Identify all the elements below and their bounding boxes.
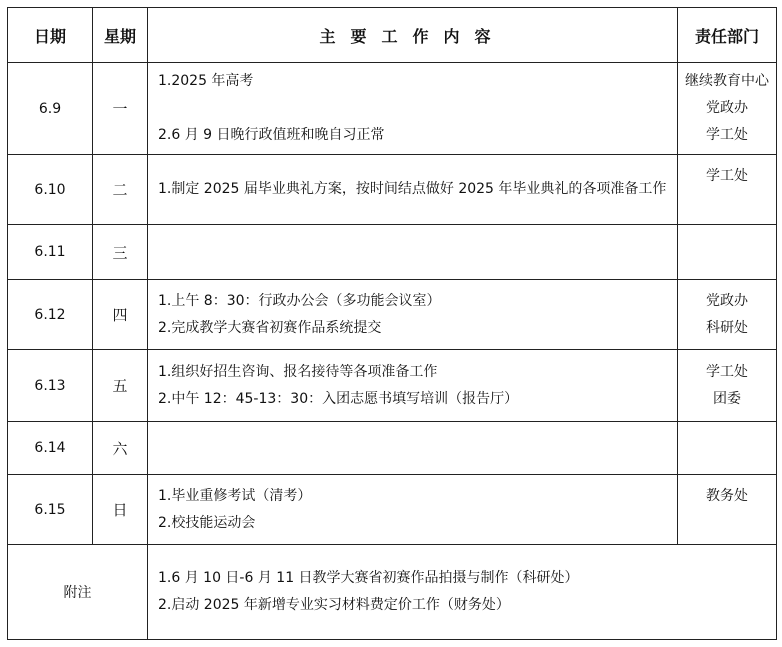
row-weekday: 日	[93, 475, 148, 545]
row-content	[148, 225, 678, 280]
row-weekday: 五	[93, 350, 148, 422]
row-weekday: 四	[93, 280, 148, 350]
notes-content	[148, 545, 777, 640]
content-item: 1.上午 8：30：行政办公会（多功能会议室）	[158, 292, 441, 309]
content-item: 2.完成教学大赛省初赛作品系统提交	[158, 319, 382, 336]
row-dept	[678, 225, 777, 280]
dept-item: 科研处	[706, 319, 748, 336]
dept-item: 党政办	[706, 292, 748, 309]
table-row	[8, 63, 777, 155]
row-date: 6.13	[8, 350, 93, 422]
row-dept	[678, 280, 777, 350]
row-content	[148, 280, 678, 350]
row-date: 6.12	[8, 280, 93, 350]
row-date: 6.10	[8, 155, 93, 225]
row-weekday: 六	[93, 422, 148, 475]
dept-item: 学工处	[706, 127, 748, 143]
row-date: 6.9	[8, 63, 93, 155]
table-row	[8, 422, 777, 475]
row-dept	[678, 475, 777, 545]
row-weekday: 三	[93, 225, 148, 280]
dept-item: 学工处	[706, 363, 748, 380]
content-item: 1.毕业重修考试（清考）	[158, 487, 312, 504]
row-dept	[678, 63, 777, 155]
table-row	[8, 475, 777, 545]
table-row	[8, 225, 777, 280]
row-weekday: 二	[93, 155, 148, 225]
note-item: 1.6 月 10 日-6 月 11 日教学大赛省初赛作品拍摄与制作（科研处）	[158, 570, 579, 586]
header-date: 日期	[8, 8, 93, 63]
content-item: 2.6 月 9 日晚行政值班和晚自习正常	[158, 127, 385, 143]
row-date: 6.15	[8, 475, 93, 545]
note-item: 2.启动 2025 年新增专业实习材料费定价工作（财务处）	[158, 597, 510, 613]
notes-label: 附注	[8, 545, 148, 640]
row-date: 6.14	[8, 422, 93, 475]
table-row	[8, 280, 777, 350]
row-content	[148, 422, 678, 475]
row-content	[148, 155, 678, 225]
row-dept	[678, 155, 777, 225]
row-weekday: 一	[93, 63, 148, 155]
content-item: 1.2025 年高考	[158, 73, 254, 89]
row-content	[148, 475, 678, 545]
table-row	[8, 350, 777, 422]
dept-item: 团委	[713, 390, 741, 407]
row-content	[148, 350, 678, 422]
notes-row	[8, 545, 777, 640]
dept-item: 党政办	[706, 100, 748, 116]
dept-item: 继续教育中心	[685, 73, 769, 89]
row-dept	[678, 422, 777, 475]
dept-item: 教务处	[706, 488, 748, 504]
content-item: 2.中午 12：45-13：30：入团志愿书填写培训（报告厅）	[158, 390, 519, 407]
row-dept	[678, 350, 777, 422]
row-date: 6.11	[8, 225, 93, 280]
header-row	[8, 8, 777, 63]
row-content	[148, 63, 678, 155]
header-content: 主要工作内容	[148, 8, 678, 63]
weekly-schedule-table	[7, 7, 777, 640]
content-spacer	[158, 95, 667, 122]
content-item: 1.组织好招生咨询、报名接待等各项准备工作	[158, 363, 438, 380]
dept-item: 学工处	[706, 168, 748, 184]
content-item: 2.校技能运动会	[158, 514, 256, 531]
table-row	[8, 155, 777, 225]
header-weekday: 星期	[93, 8, 148, 63]
header-dept: 责任部门	[678, 8, 777, 63]
content-item: 1.制定 2025 届毕业典礼方案，按时间结点做好 2025 年毕业典礼的各项准备工作	[158, 181, 667, 197]
